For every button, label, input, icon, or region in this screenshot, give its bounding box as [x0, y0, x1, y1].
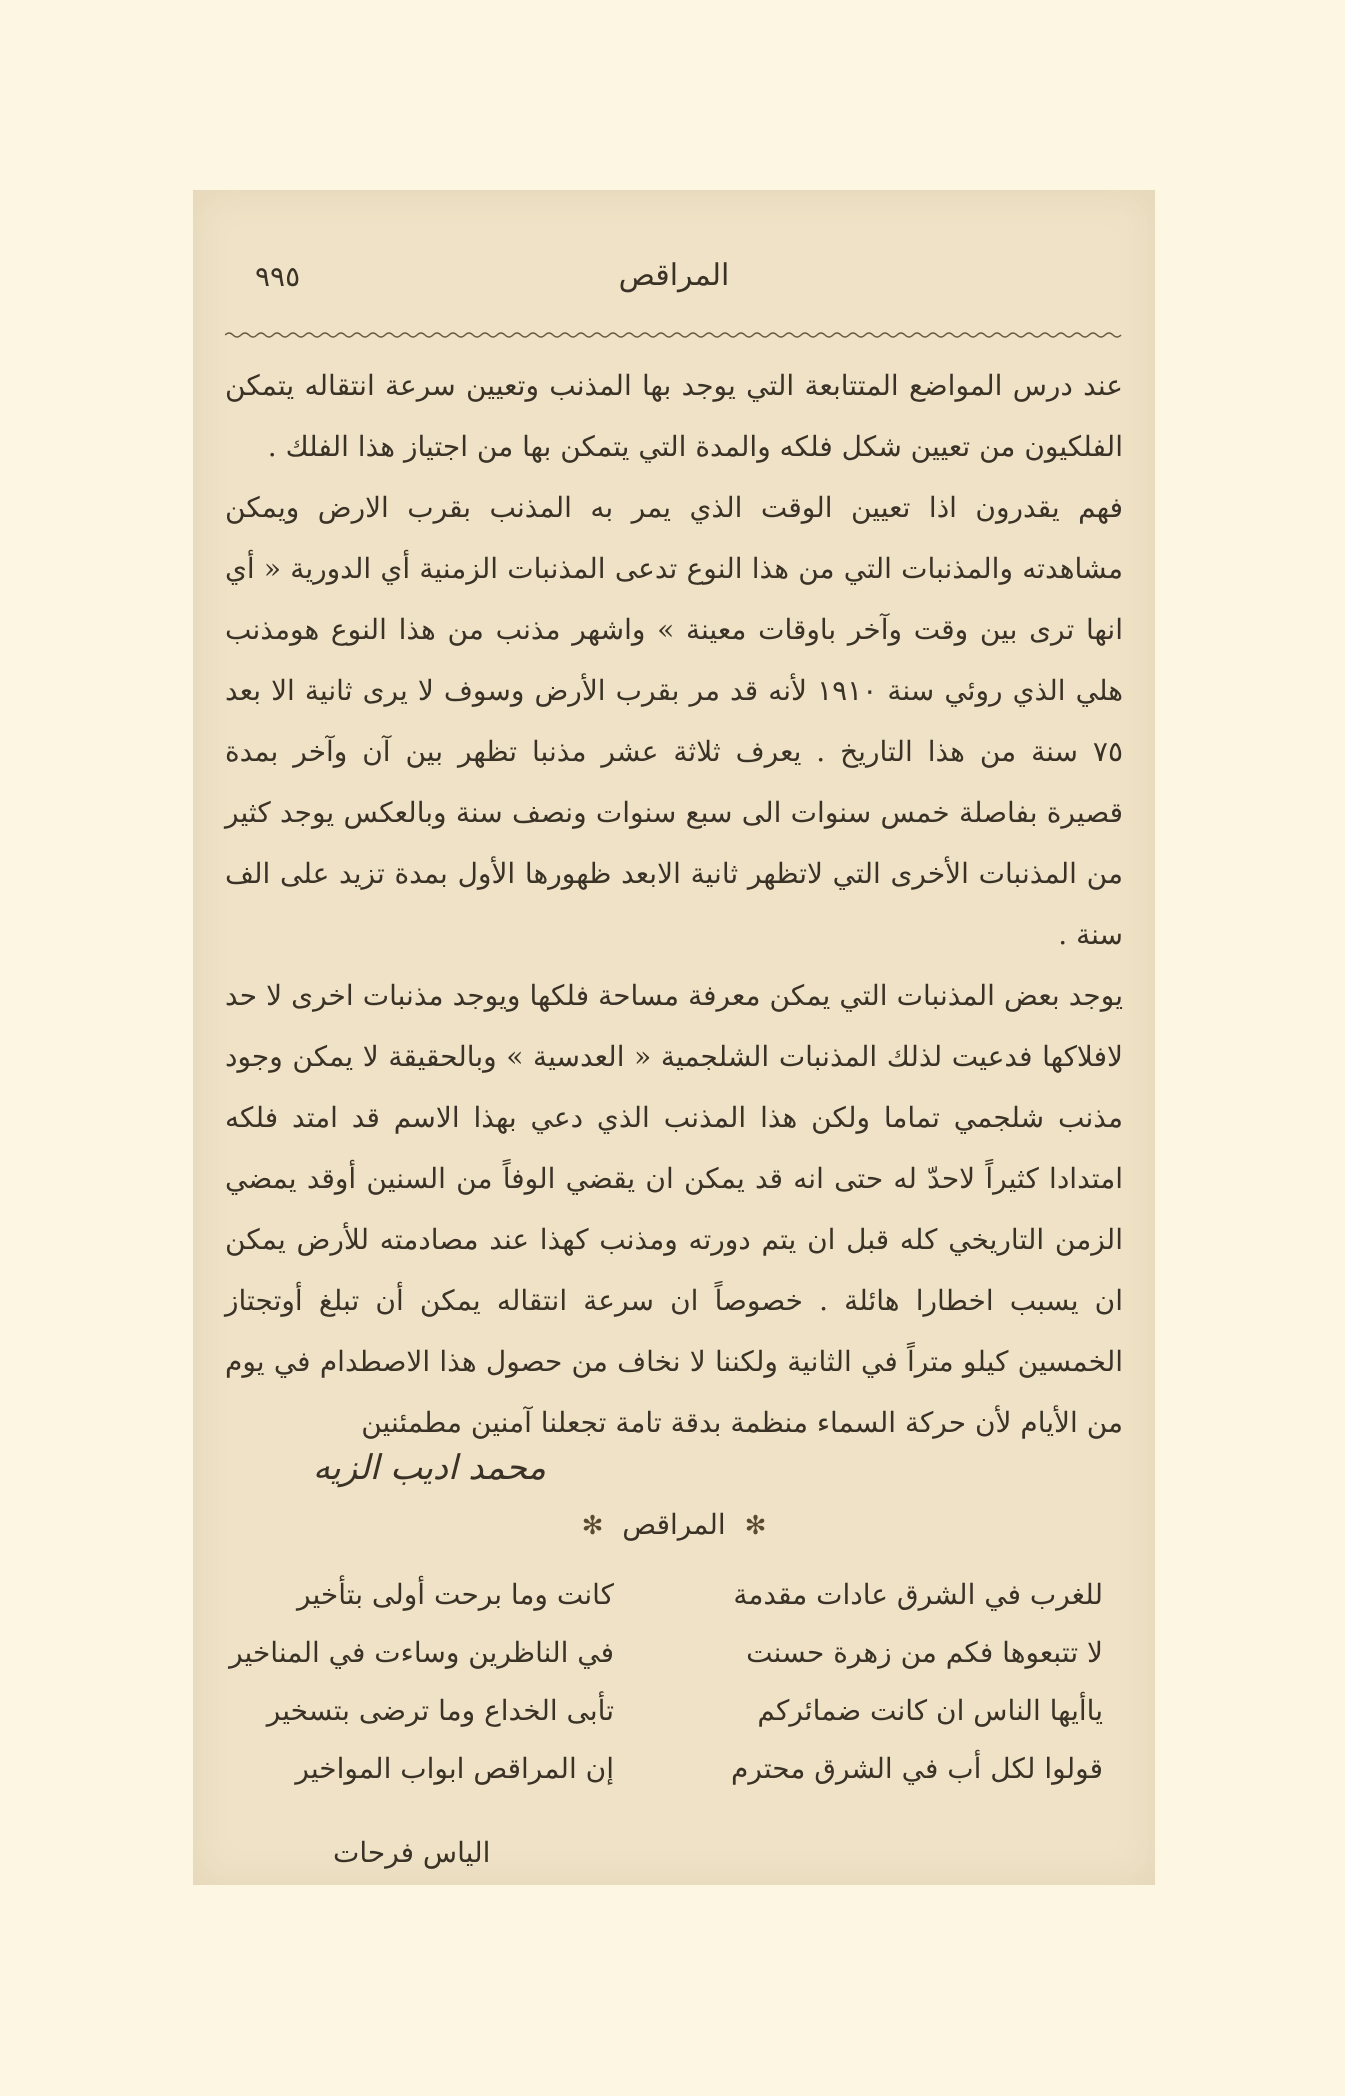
page-header [225, 258, 1123, 308]
verse-first-hemistich: للغرب في الشرق عادات مقدمة [733, 1577, 1103, 1611]
verse-first-hemistich: قولوا لكل أب في الشرق محترم [731, 1751, 1103, 1785]
ornament-star-icon: ✻ [744, 1511, 767, 1541]
poem [225, 1565, 1123, 1797]
verse-line [225, 1739, 1123, 1797]
verse-first-hemistich: ياأيها الناس ان كانت ضمائركم [757, 1693, 1103, 1727]
ornament-star-icon: ✻ [581, 1511, 604, 1541]
running-title: المراقص [618, 258, 730, 293]
author-signature: محمد اديب الزيه [313, 1448, 546, 1488]
header-divider [225, 330, 1123, 340]
article-body [225, 355, 1123, 1453]
paragraph-2: فهم يقدرون اذا تعيين الوقت الذي يمر به المذنب بقرب الارض ويمكن مشاهدته والمذنبات التي من هذا النوع تدعى المذنبات الزمنية أي الدورية « أي انها ترى بين وقت وآخر باوقات معينة » واشهر مذنب من هذا النوع هومذنب هلي الذي روئي سنة ١٩١٠ لأنه قد مر بقرب الأرض وسوف لا يرى ثانية الا بعد ٧٥ سنة من هذا التاريخ . يعرف ثلاثة عشر مذنبا تظهر بين آن وآخر بمدة قصيرة بفاصلة خمس سنوات الى سبع سنوات ونصف سنة وبالعكس يوجد كثير من المذنبات الأخرى التي لاتظهر ثانية الابعد ظهورها الأول بمدة تزيد على الف سنة . [225, 491, 1123, 951]
verse-second-hemistich: في الناظرين وساءت في المناخير [229, 1635, 614, 1669]
poem-title [193, 1508, 1155, 1541]
poem-title-text: المراقص [622, 1508, 726, 1541]
paragraph-3: يوجد بعض المذنبات التي يمكن معرفة مساحة فلكها ويوجد مذنبات اخرى لا حد لافلاكها فدعيت لذلك المذنبات الشلجمية « العدسية » وبالحقيقة لا يمكن وجود مذنب شلجمي تماما ولكن هذا المذنب الذي دعي بهذا الاسم قد امتد فلكه امتدادا كثيراً لاحدّ له حتى انه قد يمكن ان يقضي الوفاً من السنين أوقد يمضي الزمن التاريخي كله قبل ان يتم دورته ومذنب كهذا عند مصادمته للأرض يمكن ان يسبب اخطارا هائلة . خصوصاً ان سرعة انتقاله يمكن أن تبلغ أوتجتاز الخمسين كيلو متراً في الثانية ولكننا لا نخاف من حصول هذا الاصطدام في يوم من الأيام لأن حركة السماء منظمة بدقة تامة تجعلنا آمنين مطمئنين [225, 979, 1123, 1439]
verse-second-hemistich: تأبى الخداع وما ترضى بتسخير [266, 1693, 614, 1727]
verse-line [225, 1565, 1123, 1623]
verse-line [225, 1681, 1123, 1739]
scanned-page [193, 190, 1155, 1885]
verse-second-hemistich: كانت وما برحت أولى بتأخير [297, 1577, 614, 1611]
verse-line [225, 1623, 1123, 1681]
poet-name: الياس فرحات [333, 1836, 491, 1869]
verse-first-hemistich: لا تتبعوها فكم من زهرة حسنت [746, 1635, 1103, 1669]
paragraph-1: عند درس المواضع المتتابعة التي يوجد بها المذنب وتعيين سرعة انتقاله يتمكن الفلكيون من تعيين شكل فلكه والمدة التي يتمكن بها من اجتياز هذا الفلك . [225, 369, 1123, 463]
verse-second-hemistich: إن المراقص ابواب المواخير [295, 1751, 614, 1785]
page-number: ٩٩٥ [255, 260, 301, 293]
